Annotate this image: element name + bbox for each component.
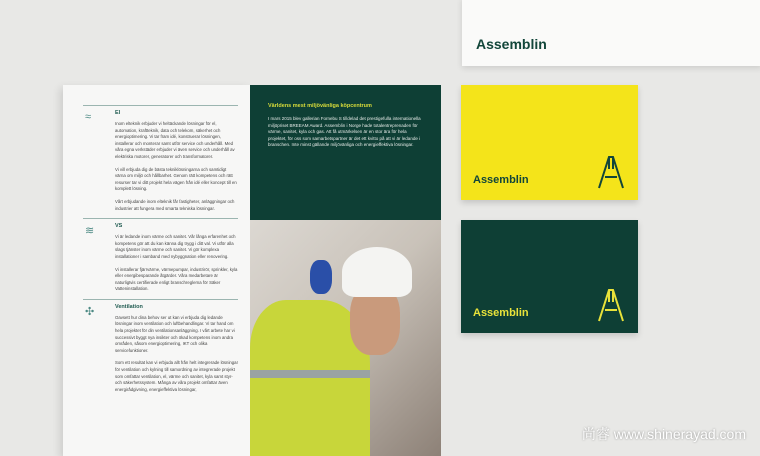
section-title: Ventilation — [115, 303, 143, 310]
business-card-yellow — [461, 85, 638, 200]
section-vs — [83, 218, 238, 293]
section-ventilation — [83, 299, 238, 394]
letterhead — [462, 0, 760, 66]
assemblin-a-logo-icon — [596, 155, 626, 189]
section-el — [83, 105, 238, 212]
brochure-left-page — [63, 85, 250, 456]
fan-icon: ✣ — [85, 305, 95, 318]
paragraph: Vi är ledande inom värme och sanitet. Vår långa erfarenhet och kompetens gör att du kan känna dig trygg i ditt val. Vi utför alla slags tjänster inom värme och sanitet. Vi gör komplexa installationer i samband med nybyggnation eller renovering. — [115, 234, 236, 259]
paragraph: Oavsett hur dina behov ser ut kan vi erbjuda dig ledande lösningar inom ventilation och luftbehandlingar. Vi tar hand om hela projektet för din ventilationsanläggning. I vårt arbete har vi successivt byggt nya insikter och ökad kompetens inom andra områden, såsom energioptimering, IKT och olika servicefunktioner. — [115, 314, 235, 353]
feature-title: Världens mest miljövänliga köpcentrum — [268, 103, 372, 109]
lightning-icon: ≈ — [85, 111, 92, 123]
brand-logo-text: Assemblin — [476, 36, 547, 52]
hard-hat — [342, 247, 412, 297]
card-brand-name: Assemblin — [473, 307, 529, 319]
paragraph: Vi installerar fjärrvärme, värmepumpar, industrirör, sprinkler, kyla eller energibesparande åtgärder. Våra medarbetare är naturligtvis certifierade enligt branschreglerna för Säker Vatteninstallation. — [115, 266, 238, 292]
reflective-stripe — [250, 370, 370, 378]
watermark: 尚睿 www.shinerayad.com — [581, 426, 746, 442]
feature-panel — [250, 85, 441, 220]
section-title: VS — [115, 223, 123, 230]
card-brand-name: Assemblin — [473, 174, 529, 186]
ear-muff — [310, 260, 332, 294]
waves-icon: ≋ — [85, 225, 95, 238]
paragraph: Som ett resultat kan vi erbjuda allt från helt integrerade lösningar för ventilation och kylning till samordning av integrerade projekt som omfattar ventilation, el, värme och sanitet, kyla samt styr- och säkerhetssystem. Många av våra projekt omfattar även energirådgivning, energieffektiva lösningar, — [115, 360, 239, 392]
paragraph: Inom elteknik erbjuder vi heltäckande lösningar för el, automation, kraftteknik, data och telekom, säkerhet och energioptimering. Vi tar fram idé, konstruerar lösningen, installerar och monterar samt utför service och underhåll. Med våra egna verkstäder erbjuder vi även service och underhåll av elektriska motorer, generatorer och transformatorer. — [115, 121, 235, 159]
feature-body: I mars 2015 blev gallerian Fornebu S tilldelad det prestigefulla internationella miljöpriset BREEAM Award. Assemblin i Norge hade totalentreprenaden för värme, sanitet, kyla och gas. Att få utmärkelsen är en stor ära för hela projektet, för oss som samarbetspartner är det ett kvitto på att vi är ledande i branschen. Inte minst gällande miljövänliga och energieffektiva lösningar. — [268, 116, 421, 147]
section-title: El — [115, 110, 121, 116]
assemblin-a-logo-icon — [596, 288, 626, 322]
paragraph: Vi vill erbjuda dig de bästa tekniklösningarna och samtidigt värna om miljö och hållbarhet. Genom rätt kompetens och rätt resurser tar vi ditt projekt hela vägen från idé eller koncept till en komplett lösning. — [115, 166, 237, 192]
worker-photo — [250, 220, 441, 456]
business-card-green — [461, 220, 638, 333]
paragraph: Vårt erbjudande inom elteknik får fastigheter, anläggningar och industrier att fungera med smarta tekniska lösningar. — [115, 198, 235, 211]
